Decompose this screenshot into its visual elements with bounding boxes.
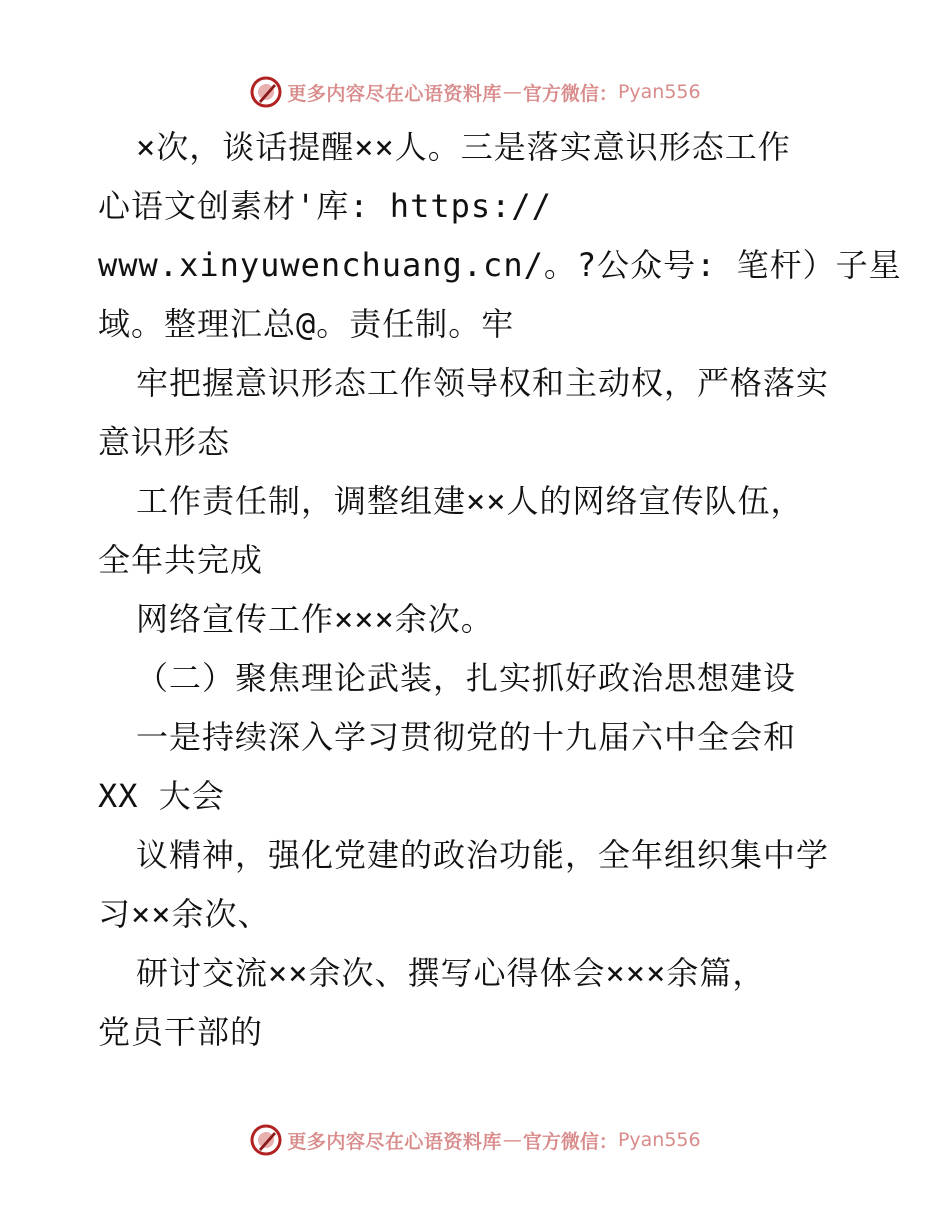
body-line: 全年共完成 <box>98 541 264 579</box>
body-line: 意识形态 <box>98 423 231 461</box>
header-separator: — <box>502 81 522 103</box>
footer-wechat-label: 官方微信： <box>522 1130 618 1153</box>
brand-logo-icon <box>249 1123 283 1157</box>
section-heading: （二）聚焦理论武装，扎实抓好政治思想建设 <box>136 659 797 697</box>
body-line: 心语文创素材'库: https:// <box>98 187 552 225</box>
header-brand-text: 更多内容尽在心语资料库 <box>287 82 502 105</box>
body-line: 一是持续深入学习贯彻党的十九届六中全会和 <box>136 718 797 756</box>
footer-account: Pyan556 <box>617 1129 701 1151</box>
footer-separator: — <box>502 1129 522 1151</box>
body-line: 习××余次、 <box>98 895 271 933</box>
body-line: 工作责任制，调整组建××人的网络宣传队伍， <box>136 482 804 520</box>
header-banner <box>0 72 950 112</box>
body-line: 牢把握意识形态工作领导权和主动权，严格落实 <box>136 364 830 402</box>
body-line: 研讨交流××余次、撰写心得体会×××余篇， <box>136 954 766 992</box>
body-line: XX 大会 <box>98 777 225 815</box>
footer-banner <box>0 1120 950 1160</box>
body-line: ×次，谈话提醒××人。三是落实意识形态工作 <box>136 128 791 166</box>
body-line: www.xinyuwenchuang.cn/。?公众号: 笔杆）子星 <box>98 246 902 284</box>
brand-logo-icon <box>249 75 283 109</box>
footer-brand-text: 更多内容尽在心语资料库 <box>287 1130 502 1153</box>
body-line: 党员干部的 <box>98 1013 264 1051</box>
document-body <box>98 118 902 1062</box>
header-wechat-label: 官方微信： <box>522 82 618 105</box>
header-account: Pyan556 <box>617 81 701 103</box>
body-line: 议精神，强化党建的政治功能，全年组织集中学 <box>136 836 830 874</box>
body-line: 域。整理汇总@。责任制。牢 <box>98 305 515 343</box>
body-line: 网络宣传工作×××余次。 <box>136 600 494 638</box>
